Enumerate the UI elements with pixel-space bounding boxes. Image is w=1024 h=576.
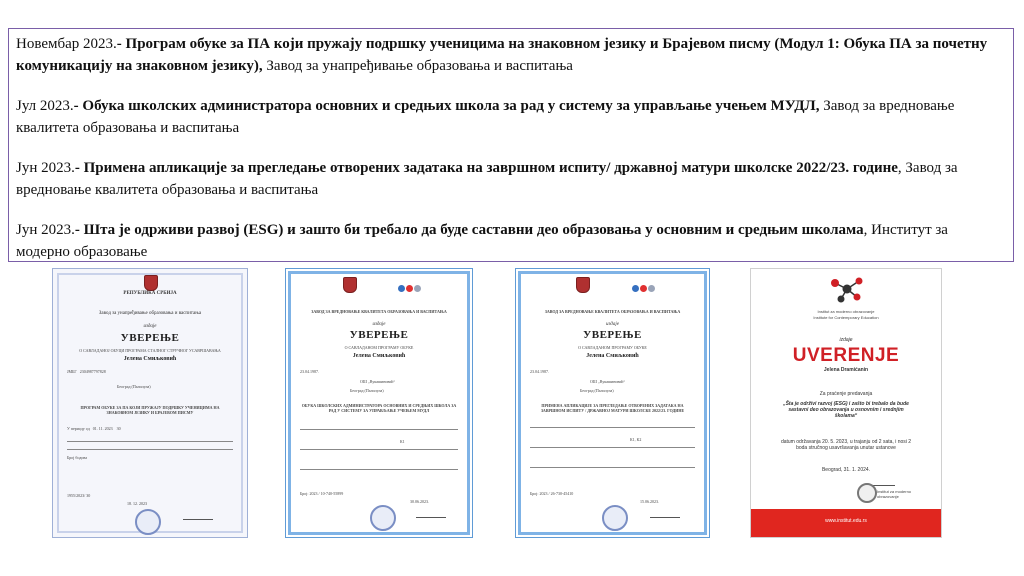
website: www.institut.edu.rs	[825, 518, 867, 524]
serbian-coat-of-arms-icon	[576, 277, 590, 293]
cert-competence: К1	[400, 439, 405, 444]
divider	[530, 467, 695, 468]
cert-date: 30.06.2023.	[410, 499, 429, 504]
cert-reg-number: 1955/2023/ 30	[67, 493, 91, 498]
cert-competence: К1, К2	[630, 437, 642, 442]
entry-date: Јун 2023.	[16, 222, 75, 238]
training-entry-3	[16, 157, 1005, 201]
entry-organization: , Институт за модерно образовање	[16, 222, 948, 260]
cert-for: Za praćenje predavanja	[819, 391, 873, 397]
signature	[183, 511, 213, 520]
entry-date: Новембар 2023.	[16, 36, 117, 52]
cert-school: ОШ „Вукашиновић“	[360, 379, 396, 384]
seal-icon	[602, 505, 628, 531]
cert-recipient-name: Јелена Смиљковић	[123, 356, 177, 362]
divider	[300, 469, 458, 470]
cert-school: ОШ „Вукашиновић“	[590, 379, 626, 384]
entry-title: - Програм обуке за ПА који пружају подршку ученицима на знаковном језику и Брајевом писму (Модул 1: Обука ПА за почетну комуникацију на знаковном језику),	[16, 36, 988, 74]
cert-born: 23.04.1987.	[530, 369, 549, 374]
entry-title: - Обука школских администратора основних и средњих школа за рад у систему за управљање учењем МУДЛ,	[73, 98, 820, 114]
cert-subheading: О САВЛАДАНОМ ПРОГРАМУ ОБУКЕ	[578, 345, 647, 350]
cert-subheading: О САВЛАДАНОМ ПРОГРАМУ ОБУКЕ	[344, 345, 414, 350]
signature	[650, 509, 680, 518]
cert-details: datum održavanja 20. 5. 2023, u trajanju od 2 sata, i nosi 2 boda stručnog usavršavanja unutar ustanove	[780, 439, 912, 451]
entry-title: - Шта је одрживи развој (ESG) и зашто би требало да буде саставни део образовања у основним и средњим школама	[74, 222, 864, 238]
cert-heading: УВЕРЕЊЕ	[120, 332, 180, 344]
divider	[530, 427, 695, 428]
divider	[67, 449, 233, 450]
serbian-coat-of-arms-icon	[343, 277, 357, 293]
entry-date: Јун 2023.	[16, 160, 75, 176]
cert-date: Beograd, 31. 1. 2024.	[821, 467, 871, 473]
zvkov-logo-icon	[398, 279, 424, 291]
cert-points-label: Број бодова	[67, 455, 87, 460]
cert-issues: издаје	[372, 322, 386, 327]
cert-subheading: О САВЛАДАНОЈ ОБУЦИ ПРОГРАМА СТАЛНОГ СТРУЧНОГ УСАВРШАВАЊА	[79, 348, 221, 353]
jmbg-value: 2304987797828	[79, 369, 106, 374]
cert-institution: ЗАВОД ЗА ВРЕДНОВАЊЕ КВАЛИТЕТА ОБРАЗОВАЊА И ВАСПИТАЊА	[544, 309, 681, 314]
cert-header: РЕПУБЛИКА СРБИЈА	[123, 291, 177, 296]
training-entry-1	[16, 33, 1005, 77]
cert-recipient-name: Jelena Dramićanin	[823, 367, 869, 373]
cert-course: „Šta je održivi razvoj (ESG) i zašto bi trebalo da bude sastavni deo obrazovanja u osnovnim i srednjim školama“	[783, 401, 909, 419]
entry-date: Јул 2023.	[16, 98, 74, 114]
cert-recipient-name: Јелена Смиљковић	[586, 353, 639, 359]
certificate-zuov	[52, 268, 248, 538]
cert-place: Београд (Палилула)	[117, 384, 151, 389]
divider	[530, 447, 695, 448]
training-list-box	[8, 28, 1014, 262]
cert-place: Београд (Палилула)	[350, 388, 384, 393]
divider	[300, 449, 458, 450]
footer-bar	[751, 509, 941, 537]
serbian-coat-of-arms-icon	[144, 275, 158, 291]
entry-title: - Примена апликације за прегледање отворених задатака на завршном испиту/ државној матури школске 2022/23. године	[74, 160, 898, 176]
cert-jmbg-row	[67, 369, 233, 374]
molecule-logo-icon	[827, 275, 867, 303]
period-label: У периоду од	[67, 426, 90, 431]
entry-organization: Завод за унапређивање образовања и васпитања	[262, 58, 573, 74]
cert-issues: издаје	[143, 324, 157, 329]
institute-name: Institut za moderno obrazovanje	[817, 309, 875, 314]
divider	[300, 429, 458, 430]
seal-icon	[370, 505, 396, 531]
entry-organization: , Завод за вредновање квалитета образовања и васпитања	[16, 160, 958, 198]
cert-recipient-name: Јелена Смиљковић	[352, 353, 406, 359]
cert-heading: UVERENJE	[792, 345, 900, 366]
certificate-institut-esg	[750, 268, 942, 538]
cert-heading: УВЕРЕЊЕ	[349, 329, 409, 341]
seal-icon	[857, 483, 877, 503]
cert-signer: Institut za moderno obrazovanje	[877, 489, 912, 499]
period-from: 01. 11. 2023	[92, 426, 113, 431]
cert-born: 23.04.1987.	[300, 369, 319, 374]
cert-heading: УВЕРЕЊЕ	[583, 329, 642, 341]
jmbg-label: ЈМБГ	[67, 369, 77, 374]
cert-date: 15.06.2023.	[640, 499, 659, 504]
cert-period-row	[67, 426, 233, 431]
cert-date: 18. 12. 2023	[127, 501, 147, 506]
hours: 30	[116, 426, 121, 431]
cert-reg-number: Број: 2023 / 26-730-45410	[530, 491, 574, 496]
cert-institution: ЗАВОД ЗА ВРЕДНОВАЊЕ КВАЛИТЕТА ОБРАЗОВАЊА И ВАСПИТАЊА	[311, 309, 447, 314]
cert-program: ОБУКА ШКОЛСКИХ АДМИНИСТРАТОРА ОСНОВНИХ И СРЕДЊИХ ШКОЛА ЗА РАД У СИСТЕМУ ЗА УПРАВЉАЊЕ УЧЕЊЕМ МУДЛ	[301, 403, 457, 413]
cert-reg-number: Број: 2023 / 10-740-55899	[300, 491, 344, 496]
certificate-zvkov-exam-app	[515, 268, 710, 538]
cert-program: ПРОГРАМ ОБУКЕ ЗА ПА КОЈИ ПРУЖАЈУ ПОДРШКУ УЧЕНИЦИМА НА ЗНАКОВНОМ ЈЕЗИКУ И БРАЈЕВОМ ПИСМУ	[80, 405, 220, 415]
cert-issues: izdaje	[839, 337, 853, 343]
seal-icon	[135, 509, 161, 535]
certificate-zvkov-moodle	[285, 268, 473, 538]
cert-issues: издаје	[605, 322, 620, 327]
cert-program: ПРИМЕНА АПЛИКАЦИЈЕ ЗА ПРЕГЛЕДАЊЕ ОТВОРЕНИХ ЗАДАТАКА НА ЗАВРШНОМ ИСПИТУ / ДРЖАВНОЈ МАТУРИ ШКОЛСКЕ 2022/23. ГОДИНЕ	[540, 403, 685, 413]
training-entry-2	[16, 95, 1005, 139]
training-entry-4	[16, 219, 1005, 263]
zvkov-logo-icon	[632, 279, 658, 291]
entry-organization: Завод за вредновање квалитета образовања и васпитања	[16, 98, 955, 136]
signature	[416, 509, 446, 518]
cert-place: Београд (Палилула)	[580, 388, 614, 393]
divider	[67, 441, 233, 442]
cert-institution: Завод за унапређивање образовања и васпитања	[98, 311, 202, 316]
institute-name-en: Institute for Contemporary Education	[813, 315, 879, 320]
